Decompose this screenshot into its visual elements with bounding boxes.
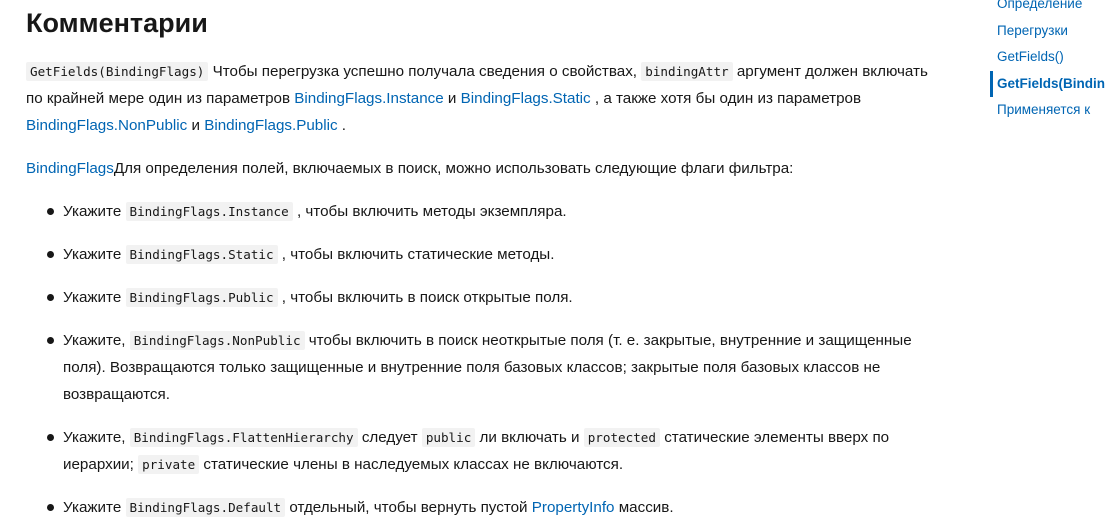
item-text: , чтобы включить в поиск открытые поля. — [277, 289, 573, 306]
item-text: Укажите — [63, 203, 126, 220]
article-content — [26, 58, 946, 521]
binding-flags-public-link[interactable]: BindingFlags.Public — [204, 117, 338, 134]
binding-flags-instance-link[interactable]: BindingFlags.Instance — [294, 90, 444, 107]
inline-code: BindingFlags.Instance — [126, 202, 293, 221]
item-text: статические элементы вверх по иерархии; — [63, 429, 890, 473]
bullet-icon — [47, 294, 54, 301]
item-text: следует — [357, 429, 422, 446]
toc-item-applies-to[interactable]: Применяется к — [997, 102, 1091, 117]
item-text: ли включать и — [475, 429, 584, 446]
intro-text: и — [443, 90, 461, 107]
intro-text: и — [187, 117, 205, 134]
inline-code: GetFields(BindingFlags) — [26, 62, 208, 81]
intro-text: аргумент должен включать по крайней мере один из параметров — [26, 63, 928, 107]
filters-paragraph — [26, 155, 946, 182]
item-text: Укажите — [63, 246, 126, 263]
list-item — [26, 241, 946, 268]
list-item — [26, 327, 946, 408]
item-text: Укажите, — [63, 429, 130, 446]
intro-text: Чтобы перегрузка успешно получала сведения о свойствах, — [208, 63, 642, 80]
property-info-link[interactable]: PropertyInfo — [531, 499, 615, 516]
intro-text: , а также хотя бы один из параметров — [590, 90, 862, 107]
bullet-icon — [47, 504, 54, 511]
item-text: Укажите, — [63, 332, 130, 349]
bullet-icon — [47, 434, 54, 441]
binding-flags-nonpublic-link[interactable]: BindingFlags.NonPublic — [26, 117, 188, 134]
toc-item-getfields[interactable]: GetFields() — [997, 49, 1064, 64]
inline-code: BindingFlags.FlattenHierarchy — [130, 428, 358, 447]
bullet-icon — [47, 251, 54, 258]
table-of-contents — [990, 0, 1105, 124]
bullet-icon — [47, 208, 54, 215]
item-text: отдельный, чтобы вернуть пустой — [285, 499, 532, 516]
inline-code: protected — [584, 428, 660, 447]
intro-text: . — [337, 117, 347, 134]
filter-flags-list — [26, 198, 946, 521]
toc-item-definition[interactable]: Определение — [997, 0, 1083, 11]
inline-code: BindingFlags.NonPublic — [130, 331, 305, 350]
bullet-icon — [47, 337, 54, 344]
filters-text: Для определения полей, включаемых в поиск, можно использовать следующие флаги фильтра: — [113, 160, 794, 177]
item-text: , чтобы включить статические методы. — [277, 246, 555, 263]
list-item — [26, 284, 946, 311]
inline-code: BindingFlags.Static — [126, 245, 278, 264]
toc-item-overloads[interactable]: Перегрузки — [997, 22, 1068, 38]
item-text: Укажите — [63, 289, 126, 306]
inline-code: BindingFlags.Default — [126, 498, 286, 517]
inline-code: BindingFlags.Public — [126, 288, 278, 307]
item-text: чтобы включить в поиск неоткрытые поля (т. е. закрытые, внутренние и защищенные поля). Возвращаются только защищенные и внутренние поля базовых классов; закрытые поля базовых классов не возвращаются. — [63, 332, 912, 403]
list-item — [26, 198, 946, 225]
inline-code: bindingAttr — [641, 62, 732, 81]
toc-item-getfields-bindingflags[interactable]: GetFields(Bindin — [990, 71, 1094, 98]
item-text: , чтобы включить методы экземпляра. — [292, 203, 567, 220]
item-text: Укажите — [63, 499, 126, 516]
section-heading: Комментарии — [26, 8, 208, 38]
item-text: статические члены в наследуемых классах не включаются. — [199, 456, 624, 473]
inline-code: private — [138, 455, 199, 474]
inline-code: public — [422, 428, 476, 447]
list-item — [26, 494, 946, 521]
binding-flags-static-link[interactable]: BindingFlags.Static — [460, 90, 591, 107]
binding-flags-link[interactable]: BindingFlags — [26, 160, 114, 177]
list-item — [26, 424, 946, 478]
item-text: массив. — [614, 499, 674, 516]
intro-paragraph — [26, 58, 946, 139]
